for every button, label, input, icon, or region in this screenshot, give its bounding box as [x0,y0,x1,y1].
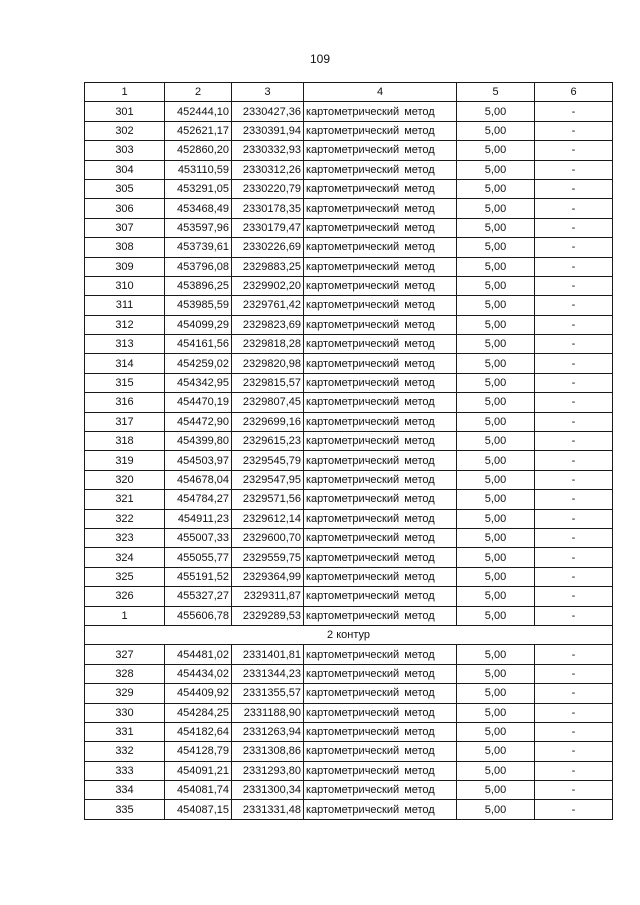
x-coordinate-cell: 454259,02 [165,354,232,373]
table-row [85,528,613,547]
y-coordinate-cell: 2329364,99 [232,567,304,586]
accuracy-cell: 5,00 [457,722,535,741]
y-coordinate-cell: 2331188,90 [232,703,304,722]
x-coordinate-cell: 454472,90 [165,412,232,431]
accuracy-cell: 5,00 [457,509,535,528]
table-row [85,470,613,489]
point-number-cell: 302 [85,121,165,140]
y-coordinate-cell: 2331331,48 [232,800,304,819]
note-cell: - [535,218,613,237]
accuracy-cell: 5,00 [457,742,535,761]
note-cell: - [535,684,613,703]
accuracy-cell: 5,00 [457,470,535,489]
point-number-cell: 326 [85,587,165,606]
x-coordinate-cell: 453468,49 [165,199,232,218]
method-cell: картометрический метод [304,296,457,315]
x-coordinate-cell: 454099,29 [165,315,232,334]
method-cell: картометрический метод [304,354,457,373]
method-cell: картометрический метод [304,761,457,780]
method-cell: картометрический метод [304,509,457,528]
y-coordinate-cell: 2331300,34 [232,781,304,800]
accuracy-cell: 5,00 [457,218,535,237]
x-coordinate-cell: 452444,10 [165,102,232,121]
point-number-cell: 318 [85,432,165,451]
y-coordinate-cell: 2331355,57 [232,684,304,703]
y-coordinate-cell: 2329823,69 [232,315,304,334]
accuracy-cell: 5,00 [457,606,535,625]
note-cell: - [535,354,613,373]
note-cell: - [535,451,613,470]
note-cell: - [535,567,613,586]
method-cell: картометрический метод [304,587,457,606]
note-cell: - [535,199,613,218]
note-cell: - [535,160,613,179]
point-number-cell: 316 [85,393,165,412]
point-number-cell: 327 [85,645,165,664]
x-coordinate-cell: 453291,05 [165,179,232,198]
y-coordinate-cell: 2330226,69 [232,238,304,257]
method-cell: картометрический метод [304,238,457,257]
table-row [85,102,613,121]
point-number-cell: 320 [85,470,165,489]
x-coordinate-cell: 454128,79 [165,742,232,761]
table-row [85,451,613,470]
y-coordinate-cell: 2329615,23 [232,432,304,451]
section-label: 2 контур [85,625,613,644]
point-number-cell: 305 [85,179,165,198]
y-coordinate-cell: 2330332,93 [232,141,304,160]
y-coordinate-cell: 2331344,23 [232,664,304,683]
table-row [85,276,613,295]
note-cell: - [535,432,613,451]
method-cell: картометрический метод [304,451,457,470]
note-cell: - [535,315,613,334]
table-row [85,800,613,819]
method-cell: картометрический метод [304,218,457,237]
table-row [85,432,613,451]
coordinates-table [84,82,613,820]
table-row [85,509,613,528]
note-cell: - [535,276,613,295]
accuracy-cell: 5,00 [457,761,535,780]
header-cell: 5 [457,83,535,102]
point-number-cell: 307 [85,218,165,237]
note-cell: - [535,800,613,819]
accuracy-cell: 5,00 [457,160,535,179]
page-number: 109 [309,52,331,66]
accuracy-cell: 5,00 [457,296,535,315]
point-number-cell: 319 [85,451,165,470]
accuracy-cell: 5,00 [457,257,535,276]
accuracy-cell: 5,00 [457,432,535,451]
table-row [85,179,613,198]
table-row [85,781,613,800]
accuracy-cell: 5,00 [457,645,535,664]
x-coordinate-cell: 452621,17 [165,121,232,140]
accuracy-cell: 5,00 [457,412,535,431]
x-coordinate-cell: 454399,80 [165,432,232,451]
method-cell: картометрический метод [304,528,457,547]
method-cell: картометрический метод [304,800,457,819]
x-coordinate-cell: 454409,92 [165,684,232,703]
method-cell: картометрический метод [304,199,457,218]
method-cell: картометрический метод [304,684,457,703]
y-coordinate-cell: 2329559,75 [232,548,304,567]
note-cell: - [535,373,613,392]
table-row [85,315,613,334]
method-cell: картометрический метод [304,141,457,160]
x-coordinate-cell: 453896,25 [165,276,232,295]
note-cell: - [535,781,613,800]
header-cell: 6 [535,83,613,102]
y-coordinate-cell: 2329600,70 [232,528,304,547]
method-cell: картометрический метод [304,160,457,179]
x-coordinate-cell: 454182,64 [165,722,232,741]
x-coordinate-cell: 453796,08 [165,257,232,276]
accuracy-cell: 5,00 [457,528,535,547]
table-row [85,742,613,761]
method-cell: картометрический метод [304,742,457,761]
point-number-cell: 1 [85,606,165,625]
y-coordinate-cell: 2329571,56 [232,490,304,509]
point-number-cell: 301 [85,102,165,121]
accuracy-cell: 5,00 [457,393,535,412]
x-coordinate-cell: 454784,27 [165,490,232,509]
point-number-cell: 311 [85,296,165,315]
note-cell: - [535,509,613,528]
method-cell: картометрический метод [304,781,457,800]
x-coordinate-cell: 454081,74 [165,781,232,800]
point-number-cell: 333 [85,761,165,780]
point-number-cell: 309 [85,257,165,276]
accuracy-cell: 5,00 [457,664,535,683]
method-cell: картометрический метод [304,703,457,722]
table-row [85,296,613,315]
header-cell: 3 [232,83,304,102]
table-row [85,548,613,567]
accuracy-cell: 5,00 [457,781,535,800]
y-coordinate-cell: 2329545,79 [232,451,304,470]
y-coordinate-cell: 2329883,25 [232,257,304,276]
point-number-cell: 303 [85,141,165,160]
table-row [85,354,613,373]
note-cell: - [535,141,613,160]
x-coordinate-cell: 453739,61 [165,238,232,257]
x-coordinate-cell: 454481,02 [165,645,232,664]
coordinates-table-body [85,83,613,820]
accuracy-cell: 5,00 [457,567,535,586]
x-coordinate-cell: 454342,95 [165,373,232,392]
method-cell: картометрический метод [304,121,457,140]
y-coordinate-cell: 2331263,94 [232,722,304,741]
table-row [85,238,613,257]
note-cell: - [535,664,613,683]
y-coordinate-cell: 2329820,98 [232,354,304,373]
y-coordinate-cell: 2329761,42 [232,296,304,315]
note-cell: - [535,257,613,276]
accuracy-cell: 5,00 [457,703,535,722]
table-row [85,257,613,276]
point-number-cell: 330 [85,703,165,722]
note-cell: - [535,703,613,722]
point-number-cell: 312 [85,315,165,334]
method-cell: картометрический метод [304,664,457,683]
point-number-cell: 332 [85,742,165,761]
x-coordinate-cell: 455606,78 [165,606,232,625]
table-row [85,412,613,431]
table-row [85,587,613,606]
x-coordinate-cell: 455191,52 [165,567,232,586]
y-coordinate-cell: 2329547,95 [232,470,304,489]
note-cell: - [535,645,613,664]
y-coordinate-cell: 2329902,20 [232,276,304,295]
method-cell: картометрический метод [304,722,457,741]
point-number-cell: 322 [85,509,165,528]
accuracy-cell: 5,00 [457,199,535,218]
x-coordinate-cell: 454503,97 [165,451,232,470]
note-cell: - [535,548,613,567]
accuracy-cell: 5,00 [457,315,535,334]
table-row [85,645,613,664]
point-number-cell: 329 [85,684,165,703]
method-cell: картометрический метод [304,412,457,431]
table-row [85,141,613,160]
table-header-row [85,83,613,102]
method-cell: картометрический метод [304,432,457,451]
method-cell: картометрический метод [304,490,457,509]
accuracy-cell: 5,00 [457,335,535,354]
accuracy-cell: 5,00 [457,800,535,819]
accuracy-cell: 5,00 [457,141,535,160]
method-cell: картометрический метод [304,606,457,625]
accuracy-cell: 5,00 [457,490,535,509]
y-coordinate-cell: 2330391,94 [232,121,304,140]
point-number-cell: 310 [85,276,165,295]
point-number-cell: 313 [85,335,165,354]
note-cell: - [535,335,613,354]
x-coordinate-cell: 454470,19 [165,393,232,412]
method-cell: картометрический метод [304,315,457,334]
table-row [85,567,613,586]
point-number-cell: 308 [85,238,165,257]
note-cell: - [535,470,613,489]
method-cell: картометрический метод [304,393,457,412]
x-coordinate-cell: 454434,02 [165,664,232,683]
point-number-cell: 334 [85,781,165,800]
y-coordinate-cell: 2329807,45 [232,393,304,412]
table-row [85,335,613,354]
note-cell: - [535,102,613,121]
y-coordinate-cell: 2331401,81 [232,645,304,664]
table-row [85,373,613,392]
method-cell: картометрический метод [304,567,457,586]
x-coordinate-cell: 454087,15 [165,800,232,819]
note-cell: - [535,606,613,625]
point-number-cell: 321 [85,490,165,509]
y-coordinate-cell: 2331293,80 [232,761,304,780]
table-row [85,664,613,683]
note-cell: - [535,761,613,780]
x-coordinate-cell: 453110,59 [165,160,232,179]
method-cell: картометрический метод [304,102,457,121]
x-coordinate-cell: 455327,27 [165,587,232,606]
header-cell: 4 [304,83,457,102]
point-number-cell: 317 [85,412,165,431]
point-number-cell: 325 [85,567,165,586]
header-cell: 1 [85,83,165,102]
y-coordinate-cell: 2329612,14 [232,509,304,528]
y-coordinate-cell: 2330312,26 [232,160,304,179]
accuracy-cell: 5,00 [457,354,535,373]
accuracy-cell: 5,00 [457,238,535,257]
table-row [85,761,613,780]
accuracy-cell: 5,00 [457,587,535,606]
point-number-cell: 306 [85,199,165,218]
note-cell: - [535,490,613,509]
table-row [85,199,613,218]
point-number-cell: 335 [85,800,165,819]
accuracy-cell: 5,00 [457,102,535,121]
method-cell: картометрический метод [304,548,457,567]
method-cell: картометрический метод [304,373,457,392]
accuracy-cell: 5,00 [457,121,535,140]
note-cell: - [535,528,613,547]
method-cell: картометрический метод [304,276,457,295]
section-row [85,625,613,644]
point-number-cell: 304 [85,160,165,179]
note-cell: - [535,296,613,315]
note-cell: - [535,722,613,741]
y-coordinate-cell: 2329311,87 [232,587,304,606]
y-coordinate-cell: 2329815,57 [232,373,304,392]
note-cell: - [535,179,613,198]
table-row [85,684,613,703]
table-row [85,703,613,722]
y-coordinate-cell: 2330179,47 [232,218,304,237]
point-number-cell: 323 [85,528,165,547]
accuracy-cell: 5,00 [457,179,535,198]
note-cell: - [535,587,613,606]
x-coordinate-cell: 453597,96 [165,218,232,237]
y-coordinate-cell: 2329699,16 [232,412,304,431]
y-coordinate-cell: 2329818,28 [232,335,304,354]
accuracy-cell: 5,00 [457,276,535,295]
accuracy-cell: 5,00 [457,451,535,470]
x-coordinate-cell: 454161,56 [165,335,232,354]
x-coordinate-cell: 454284,25 [165,703,232,722]
header-cell: 2 [165,83,232,102]
accuracy-cell: 5,00 [457,548,535,567]
note-cell: - [535,121,613,140]
y-coordinate-cell: 2330178,35 [232,199,304,218]
method-cell: картометрический метод [304,179,457,198]
y-coordinate-cell: 2331308,86 [232,742,304,761]
table-row [85,218,613,237]
table-row [85,722,613,741]
x-coordinate-cell: 454911,23 [165,509,232,528]
note-cell: - [535,742,613,761]
x-coordinate-cell: 453985,59 [165,296,232,315]
point-number-cell: 324 [85,548,165,567]
table-row [85,606,613,625]
x-coordinate-cell: 454091,21 [165,761,232,780]
x-coordinate-cell: 455007,33 [165,528,232,547]
method-cell: картометрический метод [304,470,457,489]
point-number-cell: 331 [85,722,165,741]
note-cell: - [535,412,613,431]
x-coordinate-cell: 454678,04 [165,470,232,489]
y-coordinate-cell: 2330220,79 [232,179,304,198]
method-cell: картометрический метод [304,257,457,276]
point-number-cell: 314 [85,354,165,373]
y-coordinate-cell: 2329289,53 [232,606,304,625]
point-number-cell: 315 [85,373,165,392]
x-coordinate-cell: 452860,20 [165,141,232,160]
table-row [85,160,613,179]
note-cell: - [535,238,613,257]
accuracy-cell: 5,00 [457,684,535,703]
accuracy-cell: 5,00 [457,373,535,392]
y-coordinate-cell: 2330427,36 [232,102,304,121]
point-number-cell: 328 [85,664,165,683]
table-row [85,121,613,140]
table-row [85,490,613,509]
table-row [85,393,613,412]
note-cell: - [535,393,613,412]
x-coordinate-cell: 455055,77 [165,548,232,567]
method-cell: картометрический метод [304,335,457,354]
method-cell: картометрический метод [304,645,457,664]
